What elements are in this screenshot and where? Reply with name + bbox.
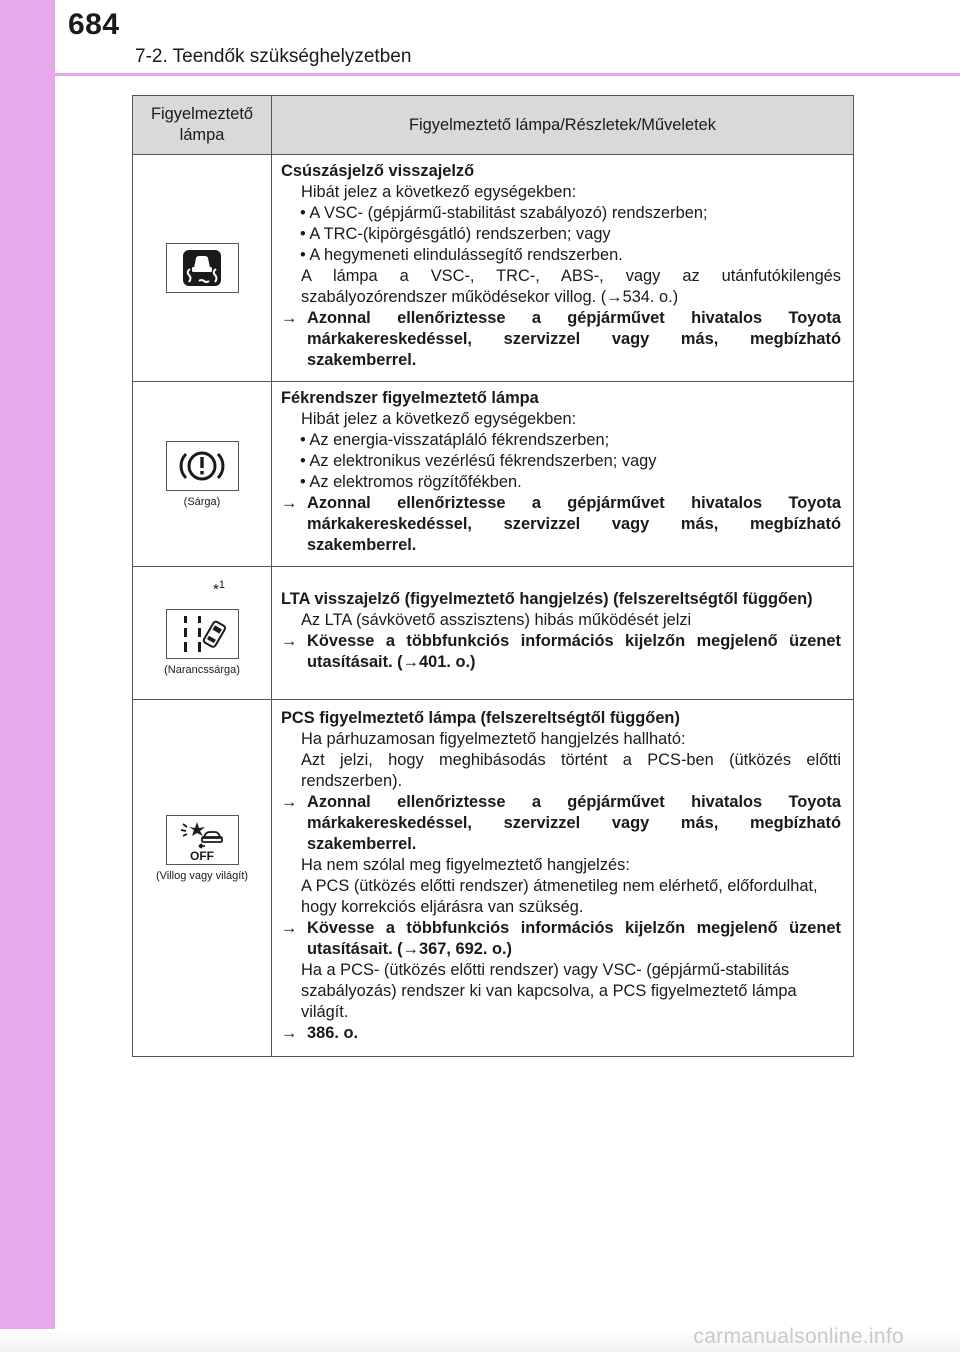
lane-departure-icon xyxy=(166,609,239,659)
bullet-item: • A VSC- (gépjármű-stabilitást szabályozó) rendszerben; xyxy=(300,204,708,222)
description-line: A lámpa a VSC-, TRC-, ABS-, vagy az utánfutókilengés szabályozórendszer működésekor villog. (→534. o.) xyxy=(301,267,841,306)
action-instruction xyxy=(281,493,841,556)
skid-indicator-icon xyxy=(166,243,239,293)
lamp-description-cell xyxy=(272,567,854,700)
action-instruction xyxy=(281,1023,841,1044)
action-text: 386. o. xyxy=(307,1024,359,1042)
bullet-item: • Az elektronikus vezérlésű fékrendszerben; vagy xyxy=(300,452,657,470)
bullet-item: • Az energia-visszatápláló fékrendszerben; xyxy=(300,431,610,449)
action-text: Kövesse a többfunkciós információs kijelzőn megjelenő üzenet utasításait. (→401. o.) xyxy=(307,632,841,671)
lamp-description-cell xyxy=(272,382,854,567)
lamp-icon-cell xyxy=(133,567,272,700)
lamp-title: Fékrendszer figyelmeztető lámpa xyxy=(281,389,539,407)
description-line: Ha a PCS- (ütközés előtti rendszer) vagy VSC- (gépjármű-stabilitás szabályozás) rendszer ki van kapcsolva, a PCS figyelmeztető lámpa világít. xyxy=(301,961,797,1021)
arrow-icon: → xyxy=(281,919,298,937)
lamp-icon-cell xyxy=(133,155,272,382)
description-line: A PCS (ütközés előtti rendszer) átmenetileg nem elérhető, előfordulhat, hogy korrekciós eljárásra van szükség. xyxy=(301,877,818,916)
arrow-icon: → xyxy=(281,793,298,811)
table-row xyxy=(133,567,854,700)
lamp-description-cell xyxy=(272,700,854,1057)
bullet-item: • A TRC-(kipörgésgátló) rendszerben; vagy xyxy=(300,225,611,243)
col-header-lamp: Figyelmeztető lámpa xyxy=(133,96,272,155)
action-text: Kövesse a többfunkciós információs kijelzőn megjelenő üzenet utasításait. (→367, 692. o.) xyxy=(307,919,841,958)
description-line: Az LTA (sávkövető asszisztens) hibás működését jelzi xyxy=(301,611,692,629)
pcs-off-icon xyxy=(166,815,239,865)
lamp-icon-cell xyxy=(133,382,272,567)
action-instruction xyxy=(281,792,841,855)
header-rule xyxy=(55,73,960,76)
table-header-row xyxy=(133,96,854,155)
table-row xyxy=(133,155,854,382)
description-line: Hibát jelez a következő egységekben: xyxy=(301,183,577,201)
description-line: Hibát jelez a következő egységekben: xyxy=(301,410,577,428)
table-row xyxy=(133,700,854,1057)
watermark-text: carmanualsonline.info xyxy=(693,1325,904,1348)
icon-caption: (Villog vagy világít) xyxy=(155,869,249,882)
lamp-description-cell xyxy=(272,155,854,382)
description-line: Ha nem szólal meg figyelmeztető hangjelzés: xyxy=(301,856,630,874)
lamp-title: PCS figyelmeztető lámpa (felszereltségtől függően) xyxy=(281,709,680,727)
arrow-icon: → xyxy=(281,494,298,512)
warning-lamp-table xyxy=(132,95,854,1057)
icon-off-label: OFF xyxy=(190,848,214,862)
footer-watermark-bar xyxy=(0,1325,960,1352)
page-number: 684 xyxy=(68,8,120,41)
table-row xyxy=(133,382,854,567)
arrow-icon: → xyxy=(281,632,298,650)
action-instruction xyxy=(281,918,841,960)
section-title: 7-2. Teendők szükséghelyzetben xyxy=(135,46,412,67)
action-instruction xyxy=(281,631,841,673)
lamp-title: Csúszásjelző visszajelző xyxy=(281,162,475,180)
action-text: Azonnal ellenőriztesse a gépjárművet hivatalos Toyota márkakereskedéssel, szervizzel vagy más, megbízható szakemberrel. xyxy=(307,494,841,554)
action-text: Azonnal ellenőriztesse a gépjárművet hivatalos Toyota márkakereskedéssel, szervizzel vagy más, megbízható szakemberrel. xyxy=(307,309,841,369)
col-header-details: Figyelmeztető lámpa/Részletek/Műveletek xyxy=(272,96,854,155)
footnote-mark: *$^1$ xyxy=(213,579,225,598)
lamp-icon-cell xyxy=(133,700,272,1057)
side-tab-bar xyxy=(0,0,55,1352)
lamp-title: LTA visszajelző (figyelmeztető hangjelzés) (felszereltségtől függően) xyxy=(281,590,813,608)
arrow-icon: → xyxy=(281,1024,298,1042)
description-line: Azt jelzi, hogy meghibásodás történt a PCS-ben (ütközés előtti rendszerben). xyxy=(301,751,841,790)
bullet-item: • A hegymeneti elindulássegítő rendszerben. xyxy=(300,246,623,264)
action-instruction xyxy=(281,308,841,371)
icon-caption: (Narancssárga) xyxy=(164,663,240,676)
arrow-icon: → xyxy=(281,309,298,327)
description-line: Ha párhuzamosan figyelmeztető hangjelzés hallható: xyxy=(301,730,686,748)
brake-warning-icon xyxy=(166,441,239,491)
icon-caption: (Sárga) xyxy=(183,495,221,508)
bullet-item: • Az elektromos rögzítőfékben. xyxy=(300,473,522,491)
action-text: Azonnal ellenőriztesse a gépjárművet hivatalos Toyota márkakereskedéssel, szervizzel vagy más, megbízható szakemberrel. xyxy=(307,793,841,853)
